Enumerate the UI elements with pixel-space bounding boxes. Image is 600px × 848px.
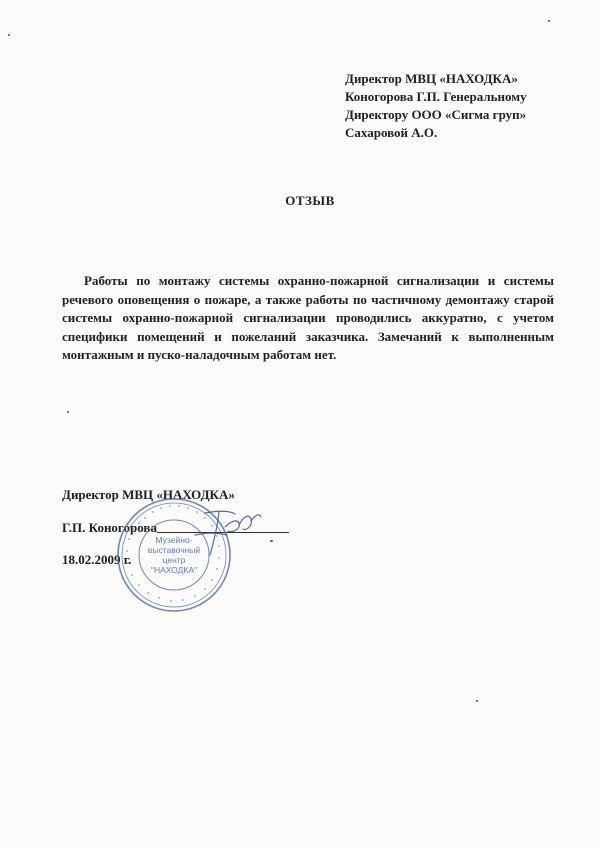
signatory-name: Г.П. Коногорова [62, 520, 157, 535]
handwritten-signature [185, 505, 275, 560]
addressee-line: Сахаровой А.О. [345, 125, 438, 140]
signatory-position: Директор МВЦ «НАХОДКА» [62, 487, 235, 502]
scan-speck [8, 34, 10, 36]
scan-speck [476, 700, 478, 702]
document-title: ОТЗЫВ [285, 193, 335, 208]
scan-speck [270, 540, 273, 542]
scan-speck [67, 411, 69, 413]
addressee-line: Коногорова Г.П. Генеральному [345, 89, 527, 104]
body-paragraph: Работы по монтажу системы охранно-пожарной сигнализации и системы речевого оповещения о пожаре, а также работы по частичному демонтажу старой системы охранно-пожарной сигнализации проводились аккуратно, с учетом специфики помещений и пожеланий заказчика. Замечаний к выполненным монтажным и пуско-наладочным работам нет. [62, 273, 554, 362]
addressee-line: Директору ООО «Сигма груп» [345, 107, 527, 122]
addressee-block [345, 70, 585, 142]
stamp-text: Музейно- [155, 535, 193, 545]
stamp-text: "НАХОДКА" [150, 565, 198, 575]
addressee-line: Директор МВЦ «НАХОДКА» [345, 71, 518, 86]
stamp-text: выставочный [147, 545, 201, 555]
scan-speck [548, 20, 550, 22]
stamp-text: центр [162, 555, 186, 565]
signature-date: 18.02.2009 г. [62, 552, 132, 567]
